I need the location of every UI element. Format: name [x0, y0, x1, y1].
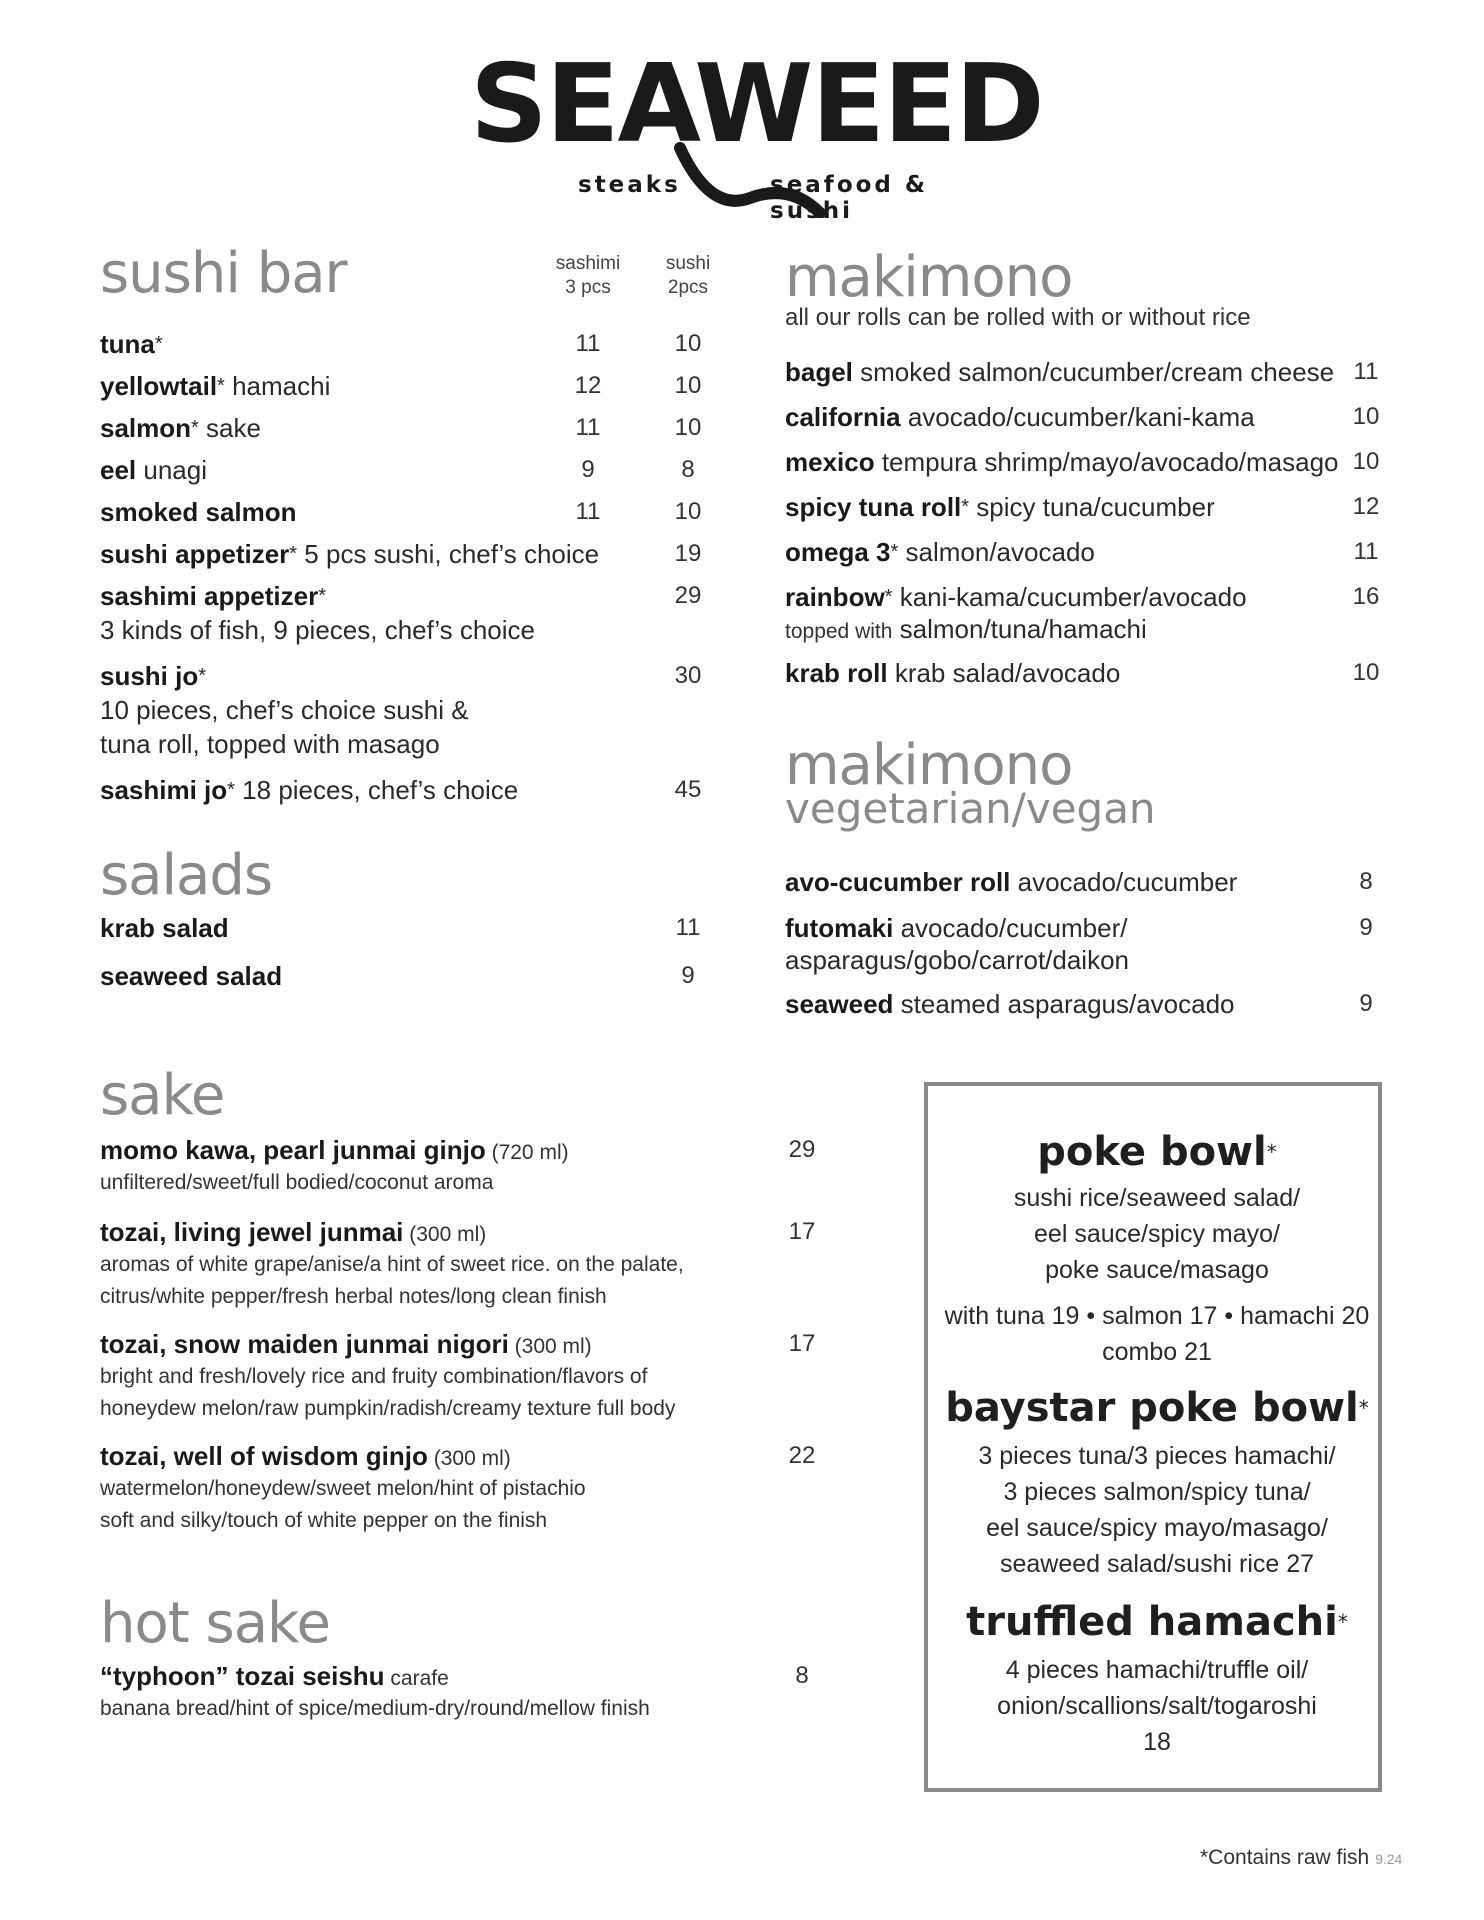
price: 17	[788, 1330, 816, 1357]
item-desc: salmon/tuna/hamachi	[892, 614, 1147, 644]
poke-bowl-name: poke bowl	[1037, 1129, 1267, 1175]
menu-item-rainbow	[785, 581, 1247, 613]
menu-item-bagel	[785, 356, 1334, 388]
makimono-note: all our rolls can be rolled with or without rice	[785, 304, 1251, 331]
price: 11	[1353, 358, 1379, 385]
price: 22	[788, 1442, 816, 1469]
rainbow-topping	[785, 613, 1147, 647]
truffled-price: 18	[1143, 1728, 1171, 1756]
item-desc: 3 kinds of fish, 9 pieces, chef’s choice	[100, 615, 536, 645]
item-desc: sake	[198, 413, 261, 443]
item-desc: 5 pcs sushi, chef’s choice	[297, 539, 600, 569]
raw-star: *	[191, 417, 199, 439]
item-name: california	[785, 402, 901, 432]
price: 10	[1352, 659, 1380, 686]
truffled-line: onion/scallions/salt/togaroshi	[997, 1692, 1317, 1720]
menu-item-sushi-appetizer	[100, 538, 599, 570]
raw-star: *	[154, 333, 163, 355]
column-head-sushi	[643, 252, 733, 300]
raw-star: *	[884, 586, 893, 608]
item-name: tuna	[100, 329, 155, 359]
item-desc: avocado/cucumber/kani-kama	[900, 402, 1255, 432]
price-sashimi: 11	[575, 414, 601, 441]
item-name: seaweed salad	[100, 961, 283, 991]
price: 17	[788, 1218, 816, 1245]
item-desc: spicy tuna/cucumber	[969, 492, 1215, 522]
logo-subtitle-seafood: seafood & sushi	[770, 172, 928, 224]
item-name: sushi appetizer	[100, 539, 290, 569]
baystar-name: baystar poke bowl	[945, 1385, 1359, 1431]
menu-item-mexico	[785, 446, 1339, 478]
price: 16	[1352, 583, 1380, 610]
price: 9	[681, 962, 695, 989]
item-size: (300 ml)	[508, 1335, 592, 1358]
menu-item-salmon	[100, 412, 261, 444]
raw-star: *	[1337, 1610, 1348, 1634]
price-sashimi: 11	[575, 330, 601, 357]
item-desc: tempura shrimp/mayo/avocado/masago	[874, 447, 1339, 477]
price: 11	[675, 914, 701, 941]
item-desc: soft and silky/touch of white pepper on the finish	[100, 1509, 548, 1532]
menu-item-sashimi-jo	[100, 774, 518, 806]
item-name: momo kawa, pearl junmai ginjo	[100, 1135, 486, 1165]
item-desc: steamed asparagus/avocado	[893, 989, 1235, 1019]
price: 30	[674, 662, 702, 689]
item-name: sashimi appetizer	[100, 581, 319, 611]
raw-fish-note-text: *Contains raw fish	[1200, 1846, 1370, 1869]
item-name: spicy tuna roll	[785, 492, 962, 522]
poke-bowl-prices: with tuna 19 • salmon 17 • hamachi 20	[944, 1302, 1370, 1330]
price: 10	[1352, 448, 1380, 475]
menu-item-omega-3	[785, 536, 1095, 568]
menu-item-spicy-tuna-roll	[785, 491, 1215, 523]
menu-item-yellowtail	[100, 370, 330, 402]
item-desc: unfiltered/sweet/full bodied/coconut aroma	[100, 1171, 494, 1194]
price-sashimi: 12	[574, 372, 602, 399]
price-sushi: 10	[674, 414, 702, 441]
item-desc: 10 pieces, chef’s choice sushi &	[100, 695, 469, 725]
menu-item-smoked-salmon	[100, 496, 297, 528]
price: 11	[1353, 538, 1379, 565]
poke-bowl-line: poke sauce/masago	[1045, 1256, 1269, 1284]
logo-wordmark: SEAWEED	[470, 42, 1043, 167]
menu-item-avo-cucumber-roll	[785, 866, 1237, 898]
menu-version-code: 9.24	[1375, 1851, 1403, 1867]
menu-item-california	[785, 401, 1255, 433]
price: 9	[1359, 914, 1373, 941]
baystar-line: seaweed salad/sushi rice 27	[999, 1550, 1315, 1578]
poke-bowl-line: eel sauce/spicy mayo/	[1034, 1220, 1280, 1248]
item-name: yellowtail	[100, 371, 218, 401]
item-name: sashimi jo	[100, 775, 228, 805]
item-name: mexico	[785, 447, 875, 477]
item-desc: kani-kama/cucumber/avocado	[892, 582, 1247, 612]
sake-item-well-of-wisdom	[100, 1440, 511, 1474]
item-name: tozai, living jewel junmai	[100, 1217, 404, 1247]
menu-item-krab-salad	[100, 912, 229, 944]
truffled-hamachi-title	[928, 1598, 1386, 1646]
item-name: omega 3	[785, 537, 891, 567]
baystar-poke-bowl-title	[928, 1384, 1386, 1432]
truffled-name: truffled hamachi	[966, 1599, 1338, 1645]
item-name: avo-cucumber roll	[785, 867, 1011, 897]
menu-item-krab-roll	[785, 657, 1120, 689]
item-name: tozai, well of wisdom ginjo	[100, 1441, 428, 1471]
item-desc: honeydew melon/raw pumpkin/radish/creamy texture full body	[100, 1397, 676, 1420]
baystar-line: 3 pieces tuna/3 pieces hamachi/	[978, 1442, 1336, 1470]
truffled-line: 4 pieces hamachi/truffle oil/	[1005, 1656, 1309, 1684]
item-size: (720 ml)	[485, 1141, 569, 1164]
baystar-line: 3 pieces salmon/spicy tuna/	[1003, 1478, 1311, 1506]
poke-bowl-line: sushi rice/seaweed salad/	[1013, 1184, 1301, 1212]
price: 29	[788, 1136, 816, 1163]
item-name: “typhoon” tozai seishu	[100, 1661, 385, 1691]
raw-star: *	[1266, 1140, 1277, 1164]
raw-star: *	[217, 375, 225, 397]
menu-item-sashimi-appetizer	[100, 580, 326, 612]
item-desc: avocado/cucumber	[1010, 867, 1238, 897]
raw-fish-note	[1200, 1846, 1402, 1870]
item-desc: aromas of white grape/anise/a hint of sweet rice. on the palate,	[100, 1253, 684, 1276]
column-head-sashimi-count: 3 pcs	[565, 277, 611, 298]
item-desc: watermelon/honeydew/sweet melon/hint of pistachio	[100, 1477, 586, 1500]
price: 9	[1359, 990, 1373, 1017]
section-subtitle-veg: vegetarian/vegan	[785, 784, 1156, 833]
section-title-sushi-bar: sushi bar	[100, 241, 347, 306]
item-desc: smoked salmon/cucumber/cream cheese	[852, 357, 1335, 387]
section-title-hot-sake: hot sake	[100, 1591, 330, 1656]
sake-item-momo-kawa	[100, 1134, 569, 1168]
price: 12	[1352, 493, 1380, 520]
item-desc: salmon/avocado	[898, 537, 1095, 567]
price: 45	[674, 776, 702, 803]
item-desc: banana bread/hint of spice/medium-dry/round/mellow finish	[100, 1697, 650, 1720]
menu-item-seaweed-salad	[100, 960, 282, 992]
item-desc: avocado/cucumber/	[893, 913, 1128, 943]
raw-star: *	[890, 541, 899, 563]
price-sushi: 10	[674, 372, 702, 399]
item-desc: krab salad/avocado	[887, 658, 1121, 688]
price: 10	[1352, 403, 1380, 430]
price-sashimi: 9	[581, 456, 595, 483]
price: 19	[674, 540, 702, 567]
item-name: krab salad	[100, 913, 229, 943]
logo-subtitle-steaks: steaks	[578, 172, 681, 198]
item-name: salmon	[100, 413, 192, 443]
item-size: carafe	[384, 1667, 449, 1690]
item-size: (300 ml)	[427, 1447, 511, 1470]
logo	[470, 42, 1043, 224]
item-name: smoked salmon	[100, 497, 297, 527]
section-title-salads: salads	[100, 843, 273, 908]
price-sushi: 8	[681, 456, 695, 483]
item-desc: tuna roll, topped with masago	[100, 729, 440, 759]
section-title-makimono-veg: makimono	[785, 733, 1073, 798]
column-head-sashimi	[543, 252, 633, 300]
item-name: tozai, snow maiden junmai nigori	[100, 1329, 509, 1359]
menu-item-futomaki	[785, 912, 1127, 944]
price: 8	[795, 1662, 809, 1689]
column-head-sushi-label: sushi	[665, 253, 711, 274]
raw-star: *	[1358, 1396, 1369, 1420]
sake-item-living-jewel	[100, 1216, 486, 1250]
baystar-line: eel sauce/spicy mayo/masago/	[986, 1514, 1328, 1542]
raw-star: *	[961, 496, 970, 518]
item-name: eel	[100, 455, 137, 485]
poke-bowl-combo: combo 21	[1102, 1338, 1212, 1366]
item-name: krab roll	[785, 658, 888, 688]
hot-sake-item-typhoon	[100, 1660, 449, 1694]
item-desc: 18 pieces, chef’s choice	[234, 775, 519, 805]
price-sashimi: 11	[575, 498, 601, 525]
column-head-sashimi-label: sashimi	[555, 253, 621, 274]
raw-star: *	[289, 543, 298, 565]
item-name: seaweed	[785, 989, 894, 1019]
menu-item-sushi-jo	[100, 660, 206, 692]
item-desc: unagi	[136, 455, 207, 485]
item-name: futomaki	[785, 913, 894, 943]
sake-item-snow-maiden	[100, 1328, 592, 1362]
item-desc: hamachi	[224, 371, 331, 401]
section-title-makimono: makimono	[785, 245, 1073, 310]
poke-bowl-box	[924, 1082, 1382, 1792]
price-sushi: 10	[674, 498, 702, 525]
price: 8	[1359, 868, 1373, 895]
column-head-sushi-count: 2pcs	[667, 277, 709, 298]
raw-star: *	[198, 665, 207, 687]
price: 29	[674, 582, 702, 609]
price-sushi: 10	[674, 330, 702, 357]
item-name: sushi jo	[100, 661, 199, 691]
item-size: (300 ml)	[403, 1223, 487, 1246]
menu-item-eel	[100, 454, 207, 486]
section-title-sake: sake	[100, 1063, 225, 1128]
raw-star: *	[318, 585, 326, 607]
item-desc: bright and fresh/lovely rice and fruity combination/flavors of	[100, 1365, 648, 1388]
item-desc: asparagus/gobo/carrot/daikon	[785, 945, 1130, 975]
item-name: rainbow	[785, 582, 885, 612]
menu-item-tuna	[100, 328, 163, 360]
menu-item-seaweed-roll	[785, 988, 1235, 1020]
raw-star: *	[227, 779, 235, 801]
item-name: bagel	[785, 357, 853, 387]
topped-label: topped with	[785, 620, 893, 643]
poke-bowl-title	[928, 1128, 1386, 1176]
item-desc: citrus/white pepper/fresh herbal notes/long clean finish	[100, 1285, 607, 1308]
